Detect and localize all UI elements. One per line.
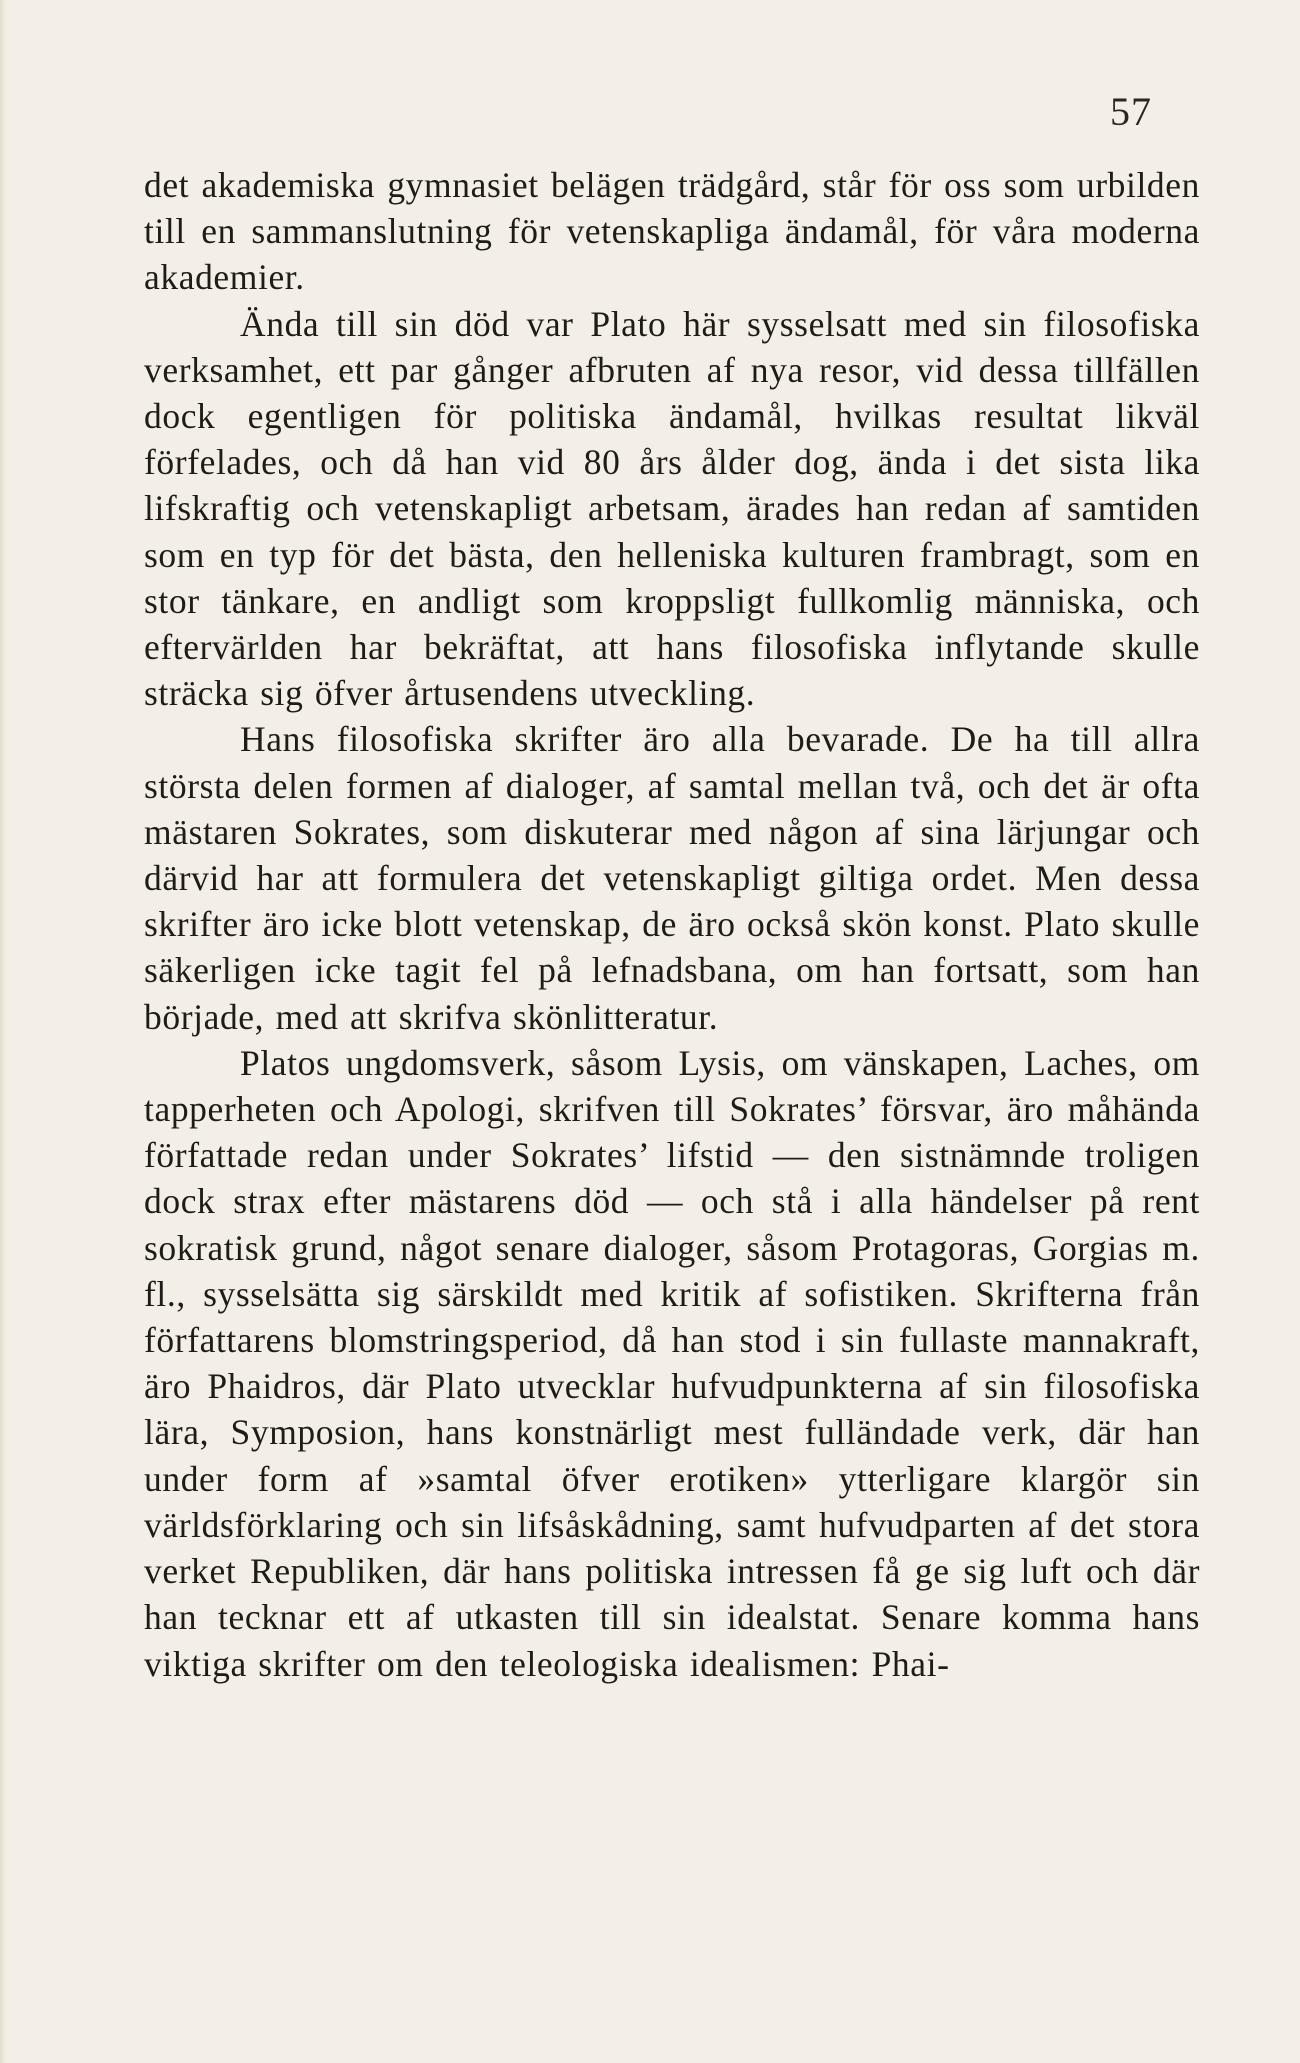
body-text — [144, 162, 1200, 1687]
page-number: 57 — [1110, 89, 1152, 134]
paragraph-4: Platos ungdomsverk, såsom Lysis, om vänskapen, Laches, om tapperheten och Apologi, skrifven till Sokrates’ försvar, äro måhända författade redan under Sokrates’ lifstid — den sistnämnde troligen dock strax efter mästarens död — och stå i alla händelser på rent sokratisk grund, något senare dialoger, såsom Protagoras, Gorgias m. fl., sysselsätta sig särskildt med kritik af sofistiken. Skrifterna från författarens blomstringsperiod, då han stod i sin fullaste mannakraft, äro Phaidros, där Plato utvecklar hufvudpunkterna af sin filosofiska lära, Symposion, hans konstnärligt mest fulländade verk, där han under form af »samtal öfver erotiken» ytterligare klargör sin världsförklaring och sin lifsåskådning, samt hufvudparten af det stora verket Republiken, där hans politiska intressen få ge sig luft och där han tecknar ett af utkasten till sin idealstat. Senare komma hans viktiga skrifter om den teleologiska idealismen: Phai- — [144, 1042, 1200, 1684]
page-edge-shadow — [0, 0, 6, 2063]
paragraph-1: det akademiska gymnasiet belägen trädgård, står för oss som urbilden till en sammanslutning för vetenskapliga ändamål, för våra moderna akademier. — [144, 165, 1200, 298]
paragraph-3: Hans filosofiska skrifter äro alla bevarade. De ha till allra största delen formen af dialoger, af samtal mellan två, och det är ofta mästaren Sokrates, som diskuterar med någon af sina lärjungar och därvid har att formulera det vetenskapligt giltiga ordet. Men dessa skrifter äro icke blott vetenskap, de äro också skön konst. Plato skulle säkerligen icke tagit fel på lefnadsbana, om han fortsatt, som han började, med att skrifva skönlitteratur. — [144, 719, 1201, 1037]
paragraph-2: Ända till sin död var Plato här sysselsatt med sin filosofiska verksamhet, ett par gånger afbruten af nya resor, vid dessa tillfällen dock egentligen för politiska ändamål, hvilkas resultat likväl förfelades, och då han vid 80 års ålder dog, ända i det sista lika lifskraftig och vetenskapligt arbetsam, ärades han redan af samtiden som en typ för det bästa, den helleniska kulturen frambragt, som en stor tänkare, en andligt som kroppsligt fullkomlig människa, och eftervärlden har bekräftat, att hans filosofiska inflytande skulle sträcka sig öfver årtusendens utveckling. — [144, 303, 1200, 714]
